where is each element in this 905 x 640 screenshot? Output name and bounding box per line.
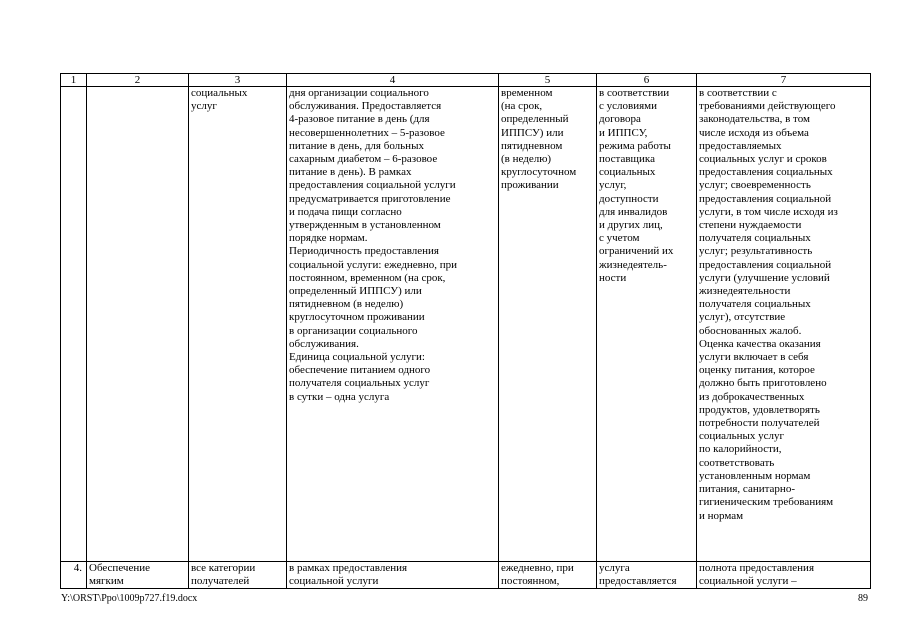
quality-criteria: полнота предоставления социальной услуги – (697, 562, 871, 589)
service-frequency: временном (на срок, определенный ИППСУ) или пятидневном (в неделю) круглосуточном проживании (499, 87, 597, 562)
services-table (60, 73, 871, 589)
header-row (61, 74, 871, 87)
header-cell: 4 (287, 74, 499, 87)
service-name (87, 87, 189, 562)
header-cell: 3 (189, 74, 287, 87)
row-number (61, 87, 87, 562)
recipients: социальных услуг (189, 87, 287, 562)
service-name: Обеспечение мягким (87, 562, 189, 589)
service-description: в рамках предоставления социальной услуги (287, 562, 499, 589)
quality-criteria: в соответствии с требованиями действующего законодательства, в том числе исходя из объема предоставляемых социальных услуг и сроков предоставления социальных услуг; своевременность предоставления социальной услуги, в том числе исходя из степени нуждаемости получателя социальных услуг; результативность предоставления социальной услуги (улучшение условий жизнедеятельности получателя социальных услуг), отсутствие обоснованных жалоб. Оценка качества оказания услуги включает в себя оценку питания, которое должно быть приготовлено из доброкачественных продуктов, удовлетворять потребности получателей социальных услуг по калорийности, соответствовать установленным нормам питания, санитарно- гигиеническим требованиям и нормам (697, 87, 871, 562)
service-frequency: ежедневно, при постоянном, (499, 562, 597, 589)
header-cell: 5 (499, 74, 597, 87)
service-conditions: в соответствии с условиями договора и ИППСУ, режима работы поставщика социальных услуг, доступности для инвалидов и других лиц, с учетом ограничений их жизнедеятель- ности (597, 87, 697, 562)
table-row (61, 87, 871, 562)
row-number: 4. (61, 562, 87, 589)
header-cell: 1 (61, 74, 87, 87)
service-conditions: услуга предоставляется (597, 562, 697, 589)
header-cell: 2 (87, 74, 189, 87)
header-cell: 6 (597, 74, 697, 87)
table-row (61, 562, 871, 589)
header-cell: 7 (697, 74, 871, 87)
recipients: все категории получателей (189, 562, 287, 589)
service-description: дня организации социального обслуживания. Предоставляется 4-разовое питание в день (для несовершеннолетних – 5-разовое питание в день, для больных сахарным диабетом – 6-разовое питание в день). В рамках предоставления социальной услуги предусматривается приготовление и подача пищи согласно утвержденным в установленном порядке нормам. Периодичность предоставления социальной услуги: ежедневно, при постоянном, временном (на срок, определенный ИППСУ) или пятидневном (в неделю) круглосуточном проживании в организации социального обслуживания. Единица социальной услуги: обеспечение питанием одного получателя социальных услуг в сутки – одна услуга (287, 87, 499, 562)
page-number: 89 (858, 593, 868, 604)
file-path: Y:\ORST\Ppo\1009p727.f19.docx (61, 593, 198, 604)
